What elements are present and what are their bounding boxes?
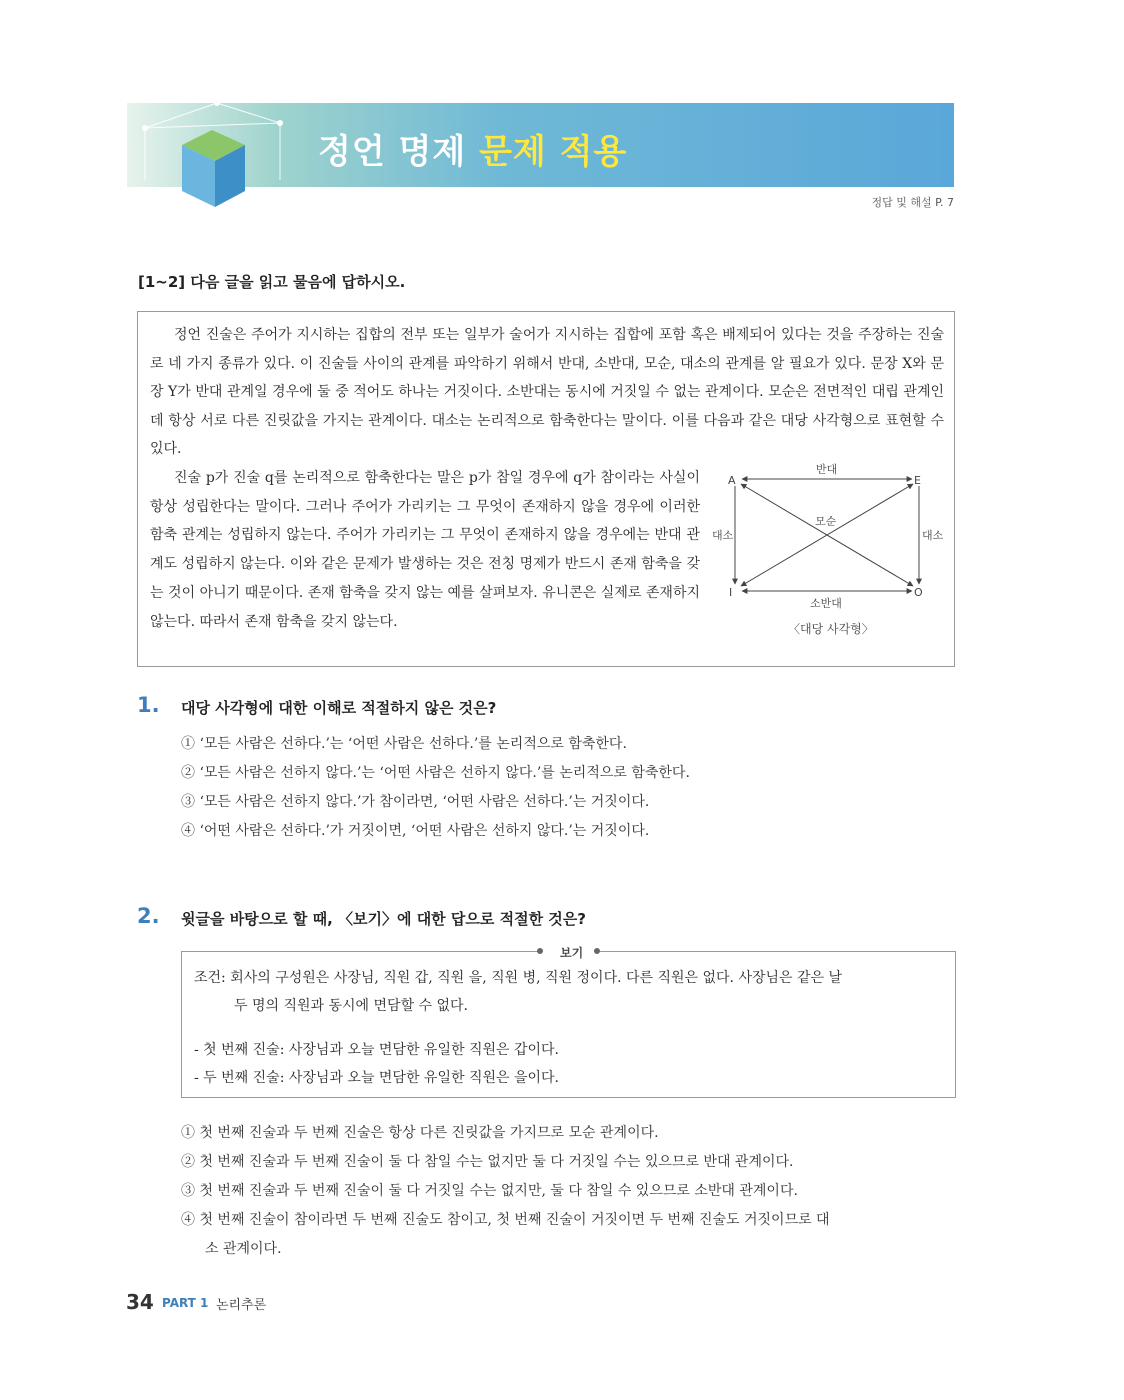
question-2-number: 2. [137,904,160,928]
q1-option-4[interactable]: ④ ‘어떤 사람은 선하다.’가 거짓이면, ‘어떤 사람은 선하지 않다.’는 거짓이다. [181,823,650,839]
page-number: 34 [126,1290,154,1314]
label-subaltern-right: 대소 [922,529,944,542]
passage-paragraph-2-text: 진술 p가 진술 q를 논리적으로 함축한다는 말은 p가 참일 경우에 q가 참이라는 사실이 항상 성립한다는 말이다. 그러나 주어가 가리키는 그 무엇이 존재하지 않을 경우에 이러한 함축 관계는 성립하지 않는다. 주어가 가리키는 그 무엇이 존재하지 않을 경우에는 반대 관계도 성립하지 않는다. 이와 같은 문제가 발생하는 것은 전칭 명제가 반드시 존재 함축을 갖는 것이 아니기 때문이다. 존재 함축을 갖지 않는 예를 살펴보자. 유니콘은 실제로 존재하지 않는다. 따라서 존재 함축을 갖지 않는다. [150,470,700,630]
q2-option-4-continued: 소 관계이다. [205,1241,282,1257]
box-condition-line-2: 두 명의 직원과 동시에 면담할 수 없다. [234,998,469,1014]
question-1-text: 대당 사각형에 대한 이해로 적절하지 않은 것은? [181,699,497,717]
q2-option-2[interactable]: ② 첫 번째 진술과 두 번째 진술이 둘 다 참일 수는 없지만 둘 다 거짓일 수는 있으므로 반대 관계이다. [181,1154,794,1170]
question-set-heading: [1~2] 다음 글을 읽고 물음에 답하시오. [138,273,406,291]
q1-option-3[interactable]: ③ ‘모든 사람은 선하지 않다.’가 참이라면, ‘어떤 사람은 선하다.’는 거짓이다. [181,794,650,810]
example-box-title: 보기 [554,944,589,961]
q2-option-3[interactable]: ③ 첫 번째 진술과 두 번째 진술이 둘 다 거짓일 수는 없지만, 둘 다 참일 수 있으므로 소반대 관계이다. [181,1183,798,1199]
square-of-opposition-diagram [712,462,948,637]
corner-a: A [728,474,736,487]
question-2-text: 윗글을 바탕으로 할 때, 〈보기〉에 대한 답으로 적절한 것은? [181,910,586,928]
footer-section-label: 논리추론 [216,1298,267,1313]
corner-i: I [729,586,733,599]
cube-network-icon [127,95,327,215]
question-1-number: 1. [137,693,160,717]
corner-e: E [914,474,921,487]
label-subaltern-left: 대소 [712,529,734,542]
diagram-caption: 〈대당 사각형〉 [788,622,874,636]
q2-option-1[interactable]: ① 첫 번째 진술과 두 번째 진술은 항상 다른 진릿값을 가지므로 모순 관계이다. [181,1125,659,1141]
box-statement-2: - 두 번째 진술: 사장님과 오늘 면담한 유일한 직원은 을이다. [194,1070,559,1086]
passage-paragraph-1-text: 정언 진술은 주어가 지시하는 집합의 전부 또는 일부가 술어가 지시하는 집합에 포함 혹은 배제되어 있다는 것을 주장하는 진술로 네 가지 종류가 있다. 이 진술들 사이의 관계를 파악하기 위해서 반대, 소반대, 모순, 대소의 관계를 알 필요가 있다. 문장 X와 문장 Y가 반대 관계일 경우에 둘 중 적어도 하나는 거짓이다. 소반대는 동시에 거짓일 수 없는 관계이다. 모순은 전면적인 대립 관계인데 항상 서로 다른 진릿값을 가지는 관계이다. 대소는 논리적으로 함축한다는 말이다. 이를 다음과 같은 대당 사각형으로 표현할 수 있다. [150,327,944,458]
label-contrary: 반대 [816,463,838,476]
footer-part-label: PART 1 [162,1296,209,1310]
q1-option-2[interactable]: ② ‘모든 사람은 선하지 않다.’는 ‘어떤 사람은 선하지 않다.’를 논리적으로 함축한다. [181,765,690,781]
passage-paragraph-2 [150,464,700,636]
answer-reference: 정답 및 해설 P. 7 [871,196,954,209]
example-box [181,952,956,1098]
title-part-1: 정언 명제 [318,132,467,172]
box-statement-1: - 첫 번째 진술: 사장님과 오늘 면담한 유일한 직원은 갑이다. [194,1042,559,1058]
label-contradictory: 모순 [815,515,837,528]
q1-option-1[interactable]: ① ‘모든 사람은 선하다.’는 ‘어떤 사람은 선하다.’를 논리적으로 함축한다. [181,736,627,752]
page-title [318,124,627,173]
corner-o: O [914,586,923,599]
q2-option-4[interactable]: ④ 첫 번째 진술이 참이라면 두 번째 진술도 참이고, 첫 번째 진술이 거짓이면 두 번째 진술도 거짓이므로 대 [181,1212,830,1228]
passage-paragraph-1 [150,321,944,464]
box-condition-line-1: 조건: 회사의 구성원은 사장님, 직원 갑, 직원 을, 직원 병, 직원 정이다. 다른 직원은 없다. 사장님은 같은 날 [194,970,843,986]
label-subcontrary: 소반대 [810,597,842,610]
title-part-2: 문제 적용 [479,132,628,172]
